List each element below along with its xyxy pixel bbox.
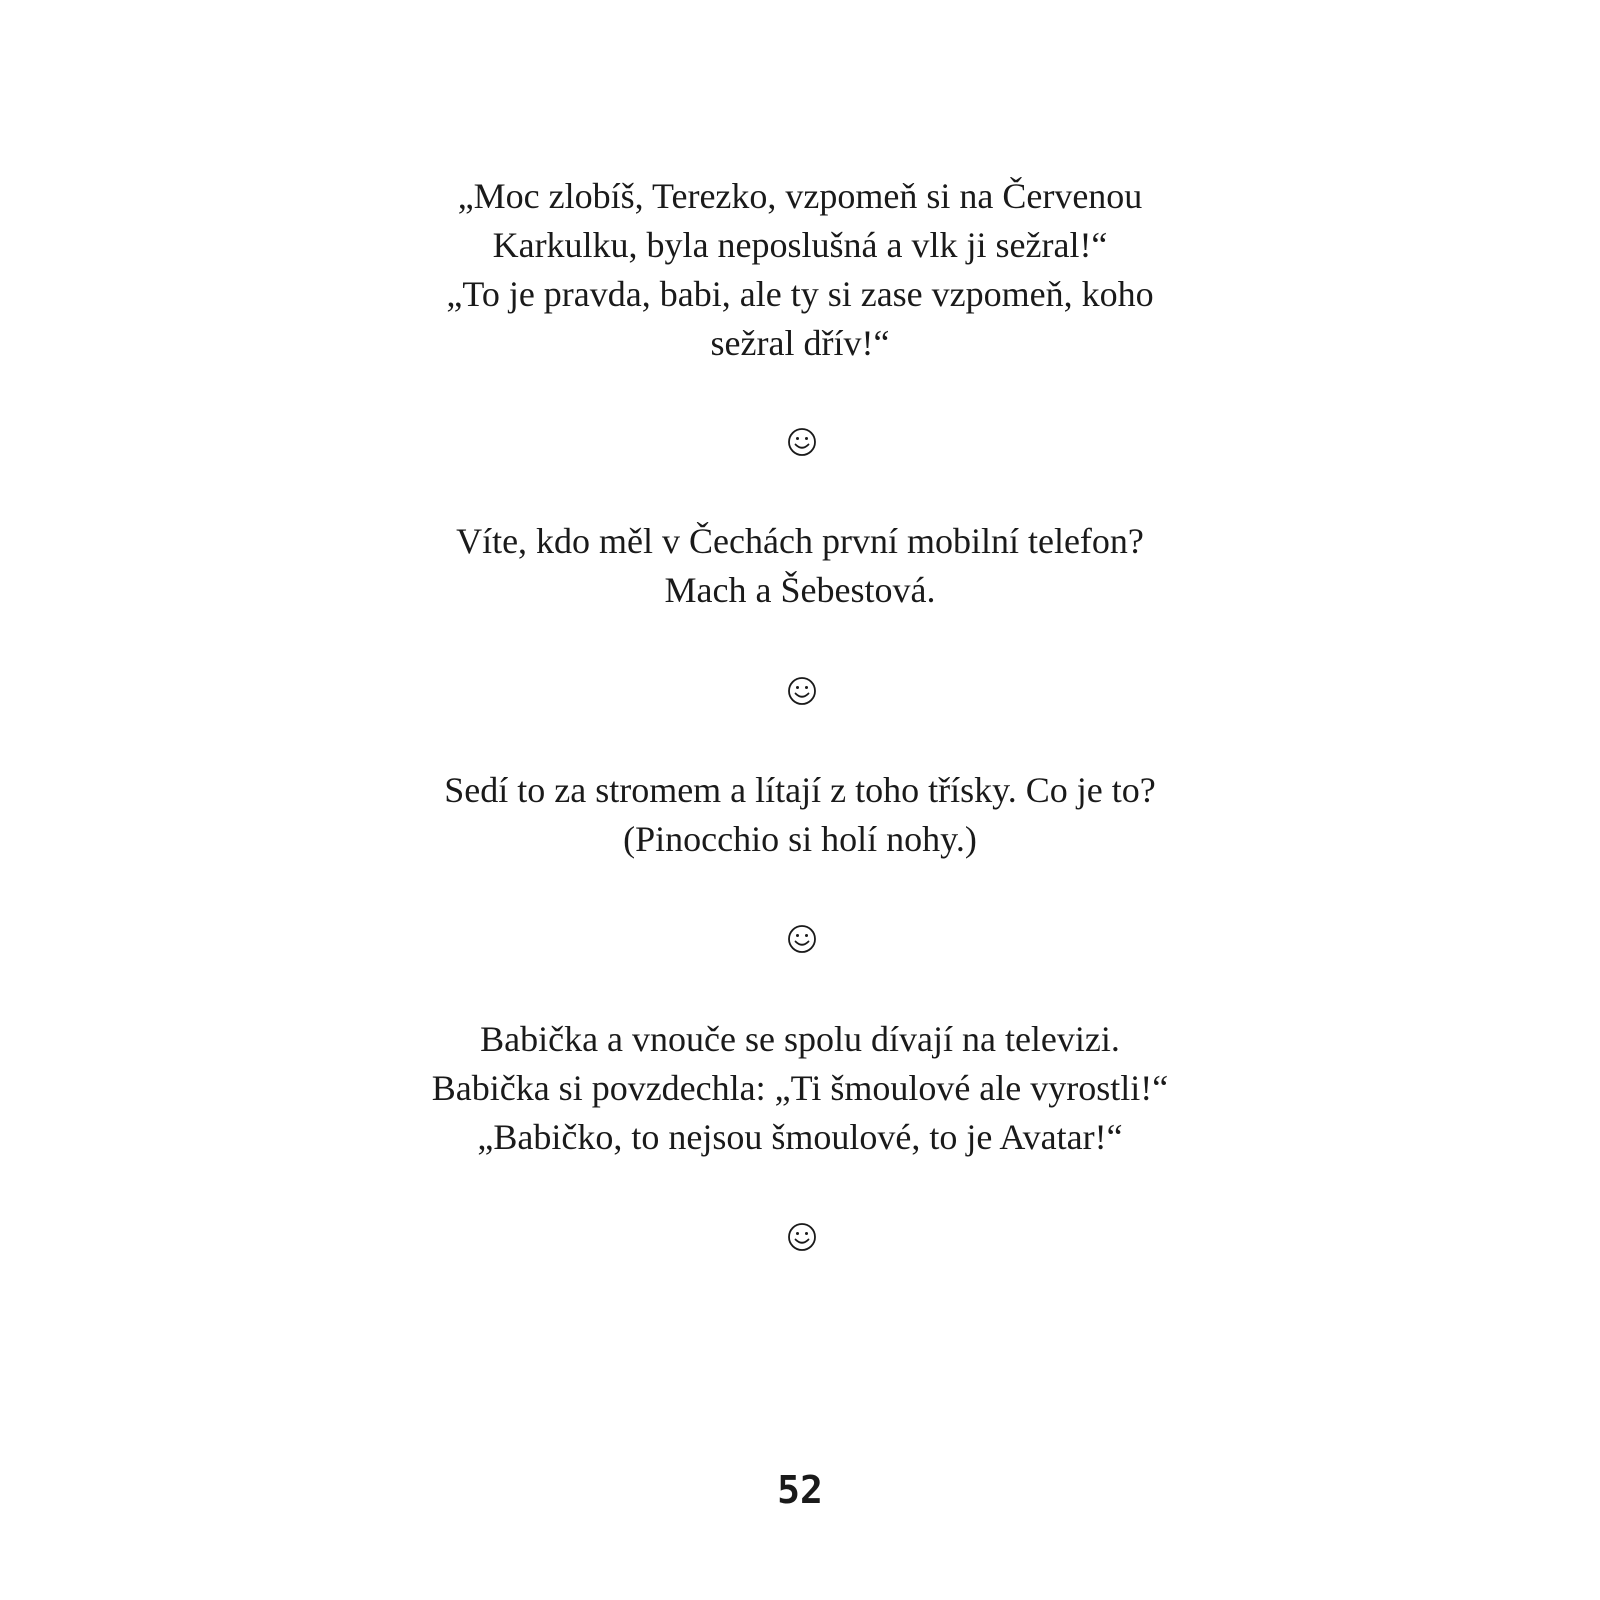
joke-line: Sedí to za stromem a lítají z toho třísky. Co je to? <box>444 770 1156 810</box>
joke-line: Karkulku, byla neposlušná a vlk ji sežral!“ <box>492 225 1108 265</box>
smiley-face-icon <box>786 1221 818 1253</box>
joke-line: Mach a Šebestová. <box>664 570 936 610</box>
smiley-face-icon <box>786 675 818 707</box>
joke-line: sežral dřív!“ <box>710 323 890 363</box>
joke-line: „Moc zlobíš, Terezko, vzpomeň si na Červenou <box>457 176 1143 216</box>
joke-1 <box>0 172 1600 368</box>
joke-2 <box>0 517 1600 615</box>
smiley-face-icon <box>786 923 818 955</box>
joke-4 <box>0 1015 1600 1162</box>
joke-line: „Babičko, to nejsou šmoulové, to je Avatar!“ <box>477 1117 1123 1157</box>
joke-3 <box>0 766 1600 864</box>
joke-line: (Pinocchio si holí nohy.) <box>623 819 977 859</box>
joke-line: Babička a vnouče se spolu dívají na televizi. <box>480 1019 1120 1059</box>
smiley-face-icon <box>786 426 818 458</box>
joke-line: „To je pravda, babi, ale ty si zase vzpomeň, koho <box>446 274 1154 314</box>
joke-line: Babička si povzdechla: „Ti šmoulové ale vyrostli!“ <box>431 1068 1169 1108</box>
page-number: 52 <box>777 1468 823 1512</box>
joke-line: Víte, kdo měl v Čechách první mobilní telefon? <box>456 521 1144 561</box>
